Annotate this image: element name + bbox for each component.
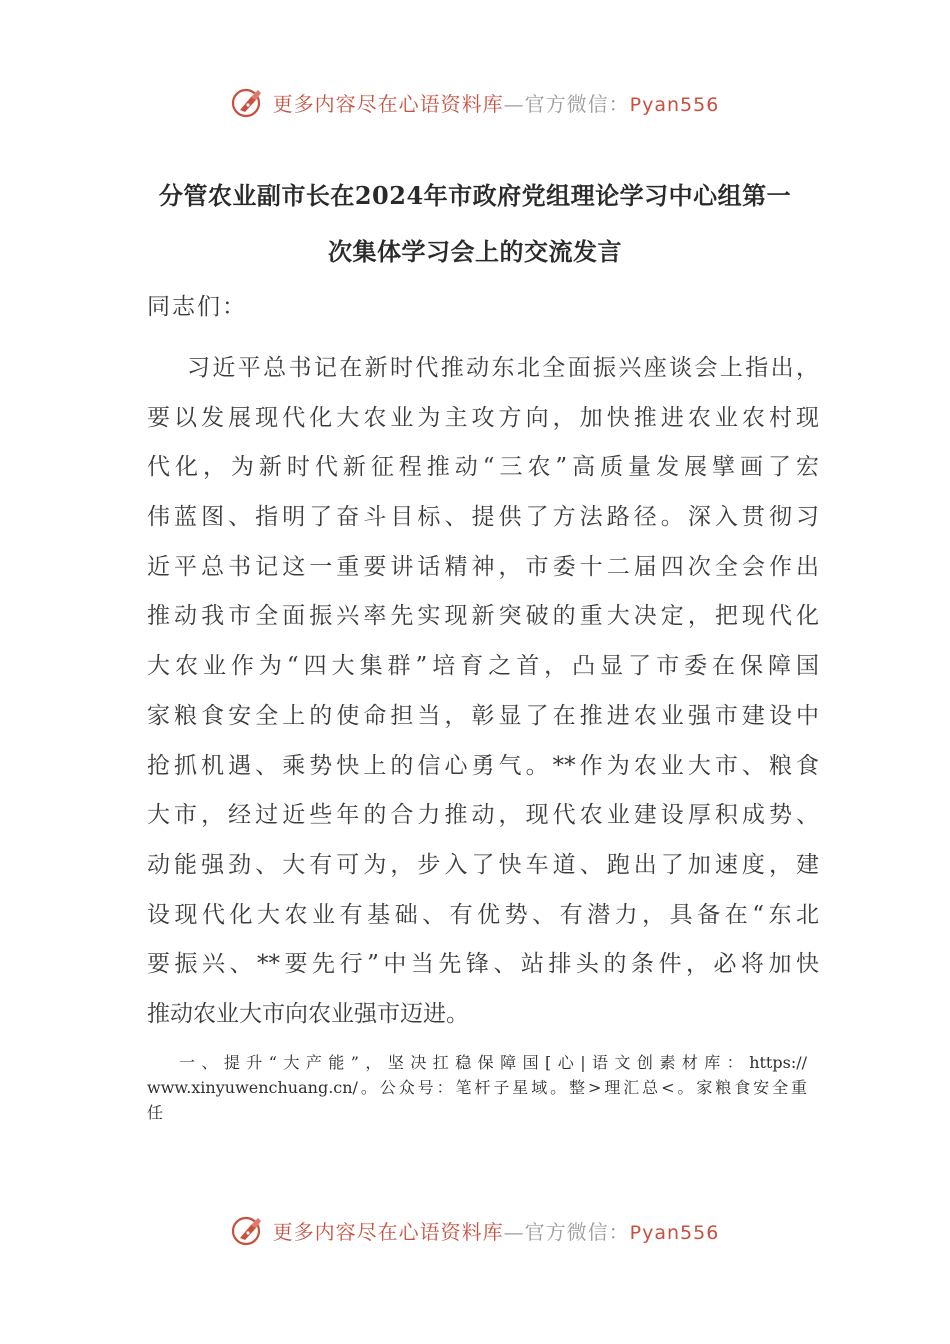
body-line: 代化，为新时代新征程推动“三农”高质量发展擘画了宏 bbox=[147, 454, 819, 481]
footer-banner bbox=[0, 1208, 950, 1252]
body-line: 大市，经过近些年的合力推动，现代农业建设厚积成势、 bbox=[147, 802, 819, 829]
banner-wechat-label: 官方微信： bbox=[524, 91, 630, 116]
banner-wechat-id: Pyan556 bbox=[629, 1221, 720, 1244]
note-line: 一、提升“大产能”，坚决扛稳保障国[心|语文创素材库：https:// bbox=[179, 1053, 807, 1072]
title-line: 次集体学习会上的交流发言 bbox=[328, 237, 622, 266]
header-banner bbox=[0, 80, 950, 124]
body-line: 大农业作为“四大集群”培育之首，凸显了市委在保障国 bbox=[147, 653, 819, 680]
body-line: 抢抓机遇、乘势快上的信心勇气。**作为农业大市、粮食 bbox=[147, 752, 819, 779]
body-line: 要以发展现代化大农业为主攻方向，加快推进农业农村现 bbox=[147, 404, 819, 431]
banner-dash: — bbox=[503, 91, 525, 116]
body-line: 伟蓝图、指明了奋斗目标、提供了方法路径。深入贯彻习 bbox=[147, 504, 819, 531]
body-line: 家粮食安全上的使命担当，彰显了在推进农业强市建设中 bbox=[147, 702, 819, 729]
section-heading-note bbox=[147, 1050, 807, 1125]
banner-main-text: 更多内容尽在心语资料库 bbox=[272, 91, 504, 116]
banner-wechat-label: 官方微信： bbox=[524, 1219, 630, 1244]
body-line: 推动我市全面振兴率先实现新突破的重大决定，把现代化 bbox=[147, 603, 819, 630]
body-line: 近平总书记这一重要讲话精神，市委十二届四次全会作出 bbox=[147, 553, 819, 580]
pen-nib-logo-icon bbox=[231, 85, 265, 119]
body-line: 要振兴、**要先行”中当先锋、站排头的条件，必将加快 bbox=[147, 951, 819, 978]
body-line: 习近平总书记在新时代推动东北全面振兴座谈会上指出， bbox=[187, 355, 819, 381]
body-line: 推动农业大市向农业强市迈进。 bbox=[147, 1000, 469, 1027]
banner-main-text: 更多内容尽在心语资料库 bbox=[272, 1219, 504, 1244]
pen-nib-logo-icon bbox=[231, 1213, 265, 1247]
banner-text bbox=[273, 88, 720, 117]
body-paragraph bbox=[147, 344, 819, 1040]
document-title bbox=[140, 168, 810, 280]
note-line: 任 bbox=[147, 1103, 164, 1122]
body-line: 动能强劲、大有可为，步入了快车道、跑出了加速度，建 bbox=[147, 851, 819, 878]
banner-wechat-id: Pyan556 bbox=[629, 93, 720, 116]
title-line: 分管农业副市长在2024年市政府党组理论学习中心组第一 bbox=[158, 181, 792, 210]
salutation: 同志们： bbox=[147, 294, 247, 320]
body-line: 设现代化大农业有基础、有优势、有潜力，具备在“东北 bbox=[147, 901, 819, 928]
banner-text bbox=[273, 1216, 720, 1245]
banner-dash: — bbox=[503, 1219, 525, 1244]
note-line: www.xinyuwenchuang.cn/。公众号：笔杆子星域。整>理汇总<。家粮食安全重 bbox=[147, 1078, 807, 1097]
